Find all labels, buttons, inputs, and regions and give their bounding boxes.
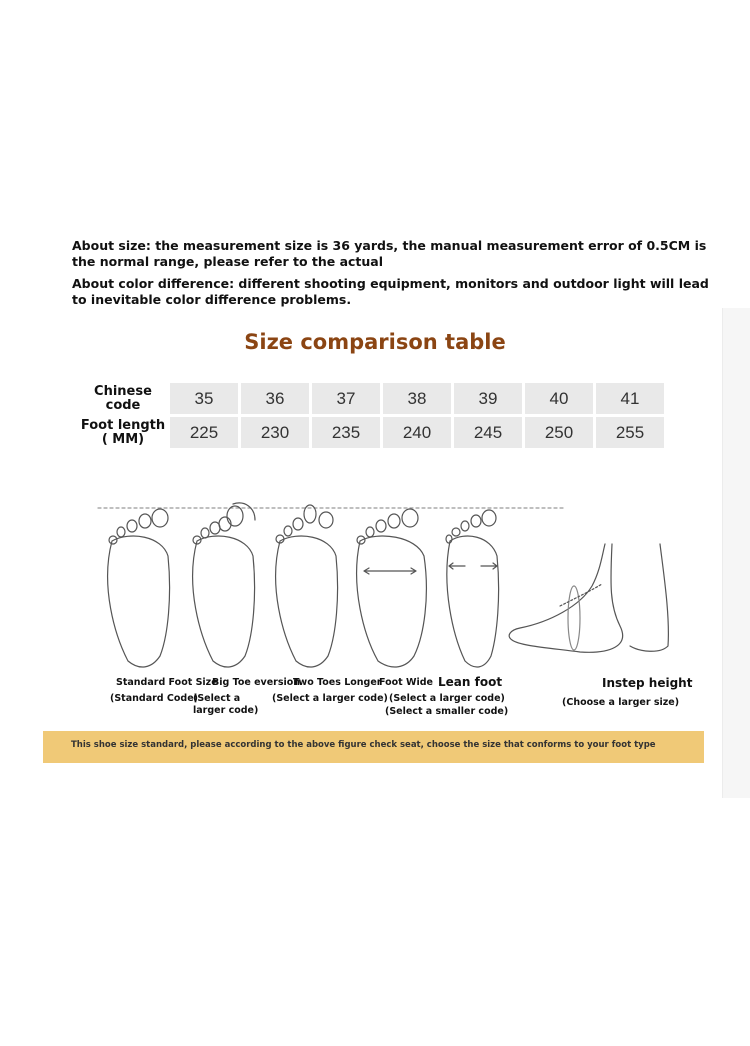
table-cell: 40	[525, 383, 593, 414]
label-standard-foot: Standard Foot Size	[116, 677, 218, 688]
page-title: Size comparison table	[244, 330, 506, 354]
note-lean-foot: (Select a smaller code)	[385, 706, 509, 717]
info-banner	[43, 731, 704, 763]
table-cell: 38	[383, 383, 451, 414]
note-foot-wide: (Select a larger code)	[389, 693, 505, 704]
label-foot-wide: Foot Wide	[379, 677, 433, 688]
label-big-toe: Big Toe eversion	[212, 677, 301, 688]
two-toes-longer-foot-icon	[276, 505, 338, 667]
color-note: About color difference: different shooting equipment, monitors and outdoor light will lead to inevitable color difference problems.	[72, 276, 709, 307]
note-instep: (Choose a larger size)	[562, 697, 680, 708]
wide-foot-icon	[357, 509, 427, 667]
row-header-code: Chinese code	[79, 383, 167, 414]
size-table	[76, 380, 667, 451]
table-cell: 240	[383, 417, 451, 448]
table-cell: 250	[525, 417, 593, 448]
table-cell: 41	[596, 383, 664, 414]
table-cell: 39	[454, 383, 522, 414]
table-cell: 36	[241, 383, 309, 414]
table-cell: 245	[454, 417, 522, 448]
table-cell: 35	[170, 383, 238, 414]
note-big-toe: (Select a larger code)	[193, 693, 259, 716]
row-header-length: Foot length ( MM)	[80, 417, 166, 447]
foot-types-illustration	[90, 496, 690, 676]
table-cell: 235	[312, 417, 380, 448]
side-edge-panel	[722, 308, 750, 798]
label-two-toes: Two Toes Longer	[293, 677, 382, 688]
table-row	[79, 383, 664, 414]
size-note: About size: the measurement size is 36 yards, the manual measurement error of 0.5CM is the normal range, please refer to the actual	[72, 238, 707, 269]
table-cell: 37	[312, 383, 380, 414]
banner-text: This shoe size standard, please according to the above figure check seat, choose the size that conforms to your foot type	[71, 740, 656, 750]
size-notes	[72, 238, 712, 314]
table-cell: 255	[596, 417, 664, 448]
table-row	[79, 417, 664, 448]
table-cell: 225	[170, 417, 238, 448]
big-toe-eversion-foot-icon	[193, 503, 255, 667]
table-cell: 230	[241, 417, 309, 448]
standard-foot-icon	[108, 509, 170, 667]
label-lean-foot: Lean foot	[438, 675, 503, 689]
lean-foot-icon	[446, 510, 499, 667]
note-two-toes: (Select a larger code)	[272, 693, 388, 704]
label-instep: Instep height	[602, 676, 693, 690]
note-standard: (Standard Code)	[110, 693, 198, 704]
instep-height-icon	[509, 544, 668, 652]
